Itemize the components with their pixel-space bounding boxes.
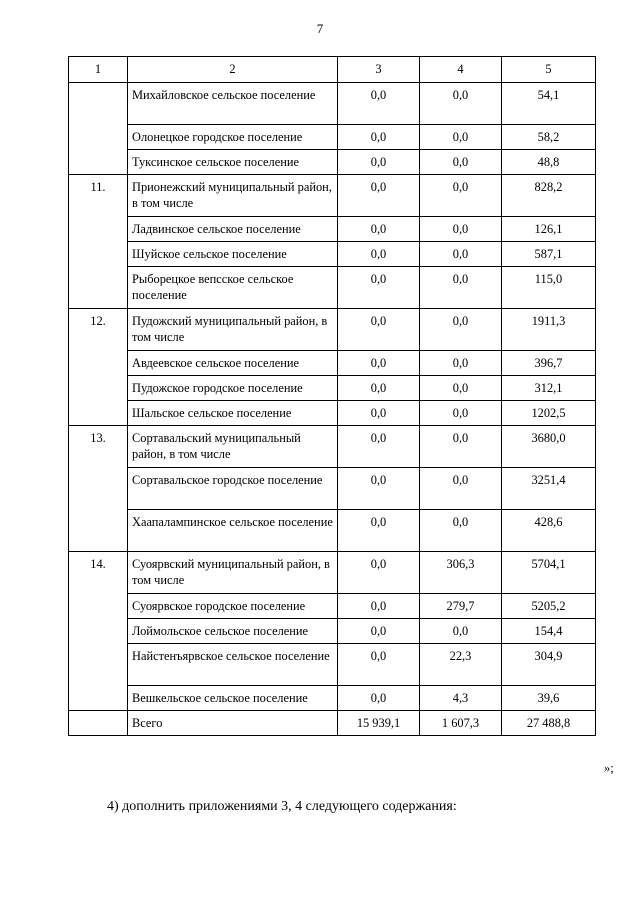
row-number-cell: 12.	[69, 309, 128, 426]
table-header-row	[69, 57, 596, 83]
amendment-paragraph: 4) дополнить приложениями 3, 4 следующего содержания:	[107, 799, 457, 814]
table-row	[69, 644, 596, 686]
row-col5-cell: 1911,3	[502, 309, 596, 351]
total-label-cell: Всего	[128, 711, 338, 736]
row-col5-cell: 126,1	[502, 217, 596, 242]
row-name-cell: Авдеевское сельское поселение	[128, 351, 338, 376]
row-col3-cell: 0,0	[338, 175, 420, 217]
row-col4-cell: 0,0	[420, 83, 502, 125]
row-name-cell: Прионежский муниципальный район, в том числе	[128, 175, 338, 217]
row-col4-cell: 0,0	[420, 175, 502, 217]
header-cell-4: 4	[420, 57, 502, 83]
row-name-cell: Лоймольское сельское поселение	[128, 619, 338, 644]
row-col4-cell: 0,0	[420, 426, 502, 468]
table-row	[69, 309, 596, 351]
row-name-cell: Олонецкое городское поселение	[128, 125, 338, 150]
row-col5-cell: 3251,4	[502, 468, 596, 510]
table-row	[69, 468, 596, 510]
row-col5-cell: 154,4	[502, 619, 596, 644]
row-col4-cell: 279,7	[420, 594, 502, 619]
row-name-cell: Шуйское сельское поселение	[128, 242, 338, 267]
table-row	[69, 426, 596, 468]
row-col5-cell: 828,2	[502, 175, 596, 217]
row-col5-cell: 54,1	[502, 83, 596, 125]
row-col4-cell: 0,0	[420, 150, 502, 175]
total-col4-cell: 1 607,3	[420, 711, 502, 736]
row-col5-cell: 48,8	[502, 150, 596, 175]
row-col3-cell: 0,0	[338, 401, 420, 426]
row-name-cell: Хаапалампинское сельское поселение	[128, 510, 338, 552]
row-name-cell: Найстенъярвское сельское поселение	[128, 644, 338, 686]
row-col4-cell: 0,0	[420, 217, 502, 242]
row-name-cell: Рыборецкое вепсское сельское поселение	[128, 267, 338, 309]
row-col4-cell: 0,0	[420, 468, 502, 510]
total-row	[69, 711, 596, 736]
row-col3-cell: 0,0	[338, 242, 420, 267]
row-col3-cell: 0,0	[338, 510, 420, 552]
row-col3-cell: 0,0	[338, 125, 420, 150]
row-col3-cell: 0,0	[338, 644, 420, 686]
row-name-cell: Суоярвское городское поселение	[128, 594, 338, 619]
row-col4-cell: 0,0	[420, 125, 502, 150]
row-name-cell: Ладвинское сельское поселение	[128, 217, 338, 242]
table-row	[69, 125, 596, 150]
table-row	[69, 217, 596, 242]
table-row	[69, 619, 596, 644]
row-col5-cell: 428,6	[502, 510, 596, 552]
table-row	[69, 594, 596, 619]
row-number-cell: 11.	[69, 175, 128, 309]
row-col4-cell: 0,0	[420, 510, 502, 552]
row-col3-cell: 0,0	[338, 267, 420, 309]
row-number-cell: 13.	[69, 426, 128, 552]
row-col5-cell: 587,1	[502, 242, 596, 267]
row-col5-cell: 396,7	[502, 351, 596, 376]
row-col4-cell: 0,0	[420, 376, 502, 401]
row-col5-cell: 58,2	[502, 125, 596, 150]
header-cell-2: 2	[128, 57, 338, 83]
table-row	[69, 376, 596, 401]
header-cell-3: 3	[338, 57, 420, 83]
row-col5-cell: 312,1	[502, 376, 596, 401]
row-col3-cell: 0,0	[338, 351, 420, 376]
table-row	[69, 686, 596, 711]
row-col5-cell: 5205,2	[502, 594, 596, 619]
row-col5-cell: 304,9	[502, 644, 596, 686]
row-col3-cell: 0,0	[338, 594, 420, 619]
row-col5-cell: 3680,0	[502, 426, 596, 468]
row-col4-cell: 0,0	[420, 401, 502, 426]
total-col5-cell: 27 488,8	[502, 711, 596, 736]
header-cell-1: 1	[69, 57, 128, 83]
row-name-cell: Шальское сельское поселение	[128, 401, 338, 426]
row-col3-cell: 0,0	[338, 309, 420, 351]
row-col3-cell: 0,0	[338, 686, 420, 711]
table-row	[69, 175, 596, 217]
row-col3-cell: 0,0	[338, 426, 420, 468]
row-col4-cell: 0,0	[420, 267, 502, 309]
row-name-cell: Пудожский муниципальный район, в том числе	[128, 309, 338, 351]
row-col3-cell: 0,0	[338, 468, 420, 510]
row-col3-cell: 0,0	[338, 217, 420, 242]
row-col3-cell: 0,0	[338, 150, 420, 175]
total-col3-cell: 15 939,1	[338, 711, 420, 736]
row-col4-cell: 0,0	[420, 242, 502, 267]
row-name-cell: Вешкельское сельское поселение	[128, 686, 338, 711]
row-col5-cell: 115,0	[502, 267, 596, 309]
row-name-cell: Пудожское городское поселение	[128, 376, 338, 401]
table-row	[69, 552, 596, 594]
row-name-cell: Суоярвский муниципальный район, в том числе	[128, 552, 338, 594]
row-col4-cell: 306,3	[420, 552, 502, 594]
row-col4-cell: 0,0	[420, 619, 502, 644]
row-col4-cell: 4,3	[420, 686, 502, 711]
row-col4-cell: 22,3	[420, 644, 502, 686]
row-col5-cell: 39,6	[502, 686, 596, 711]
table-row	[69, 242, 596, 267]
table-row	[69, 351, 596, 376]
row-col3-cell: 0,0	[338, 83, 420, 125]
row-col3-cell: 0,0	[338, 552, 420, 594]
closing-quote-mark: »;	[604, 761, 614, 775]
row-name-cell: Михайловское сельское поселение	[128, 83, 338, 125]
row-col4-cell: 0,0	[420, 309, 502, 351]
page-number: 7	[316, 21, 324, 36]
row-col3-cell: 0,0	[338, 376, 420, 401]
table-row	[69, 83, 596, 125]
row-col4-cell: 0,0	[420, 351, 502, 376]
table-row	[69, 267, 596, 309]
row-number-cell	[69, 83, 128, 175]
row-name-cell: Сортавальский муниципальный район, в том числе	[128, 426, 338, 468]
row-name-cell: Туксинское сельское поселение	[128, 150, 338, 175]
table-row	[69, 150, 596, 175]
table-row	[69, 510, 596, 552]
header-cell-5: 5	[502, 57, 596, 83]
data-table	[68, 56, 596, 736]
row-col5-cell: 1202,5	[502, 401, 596, 426]
row-col3-cell: 0,0	[338, 619, 420, 644]
row-number-cell	[69, 711, 128, 736]
row-col5-cell: 5704,1	[502, 552, 596, 594]
table-row	[69, 401, 596, 426]
row-name-cell: Сортавальское городское поселение	[128, 468, 338, 510]
row-number-cell: 14.	[69, 552, 128, 711]
